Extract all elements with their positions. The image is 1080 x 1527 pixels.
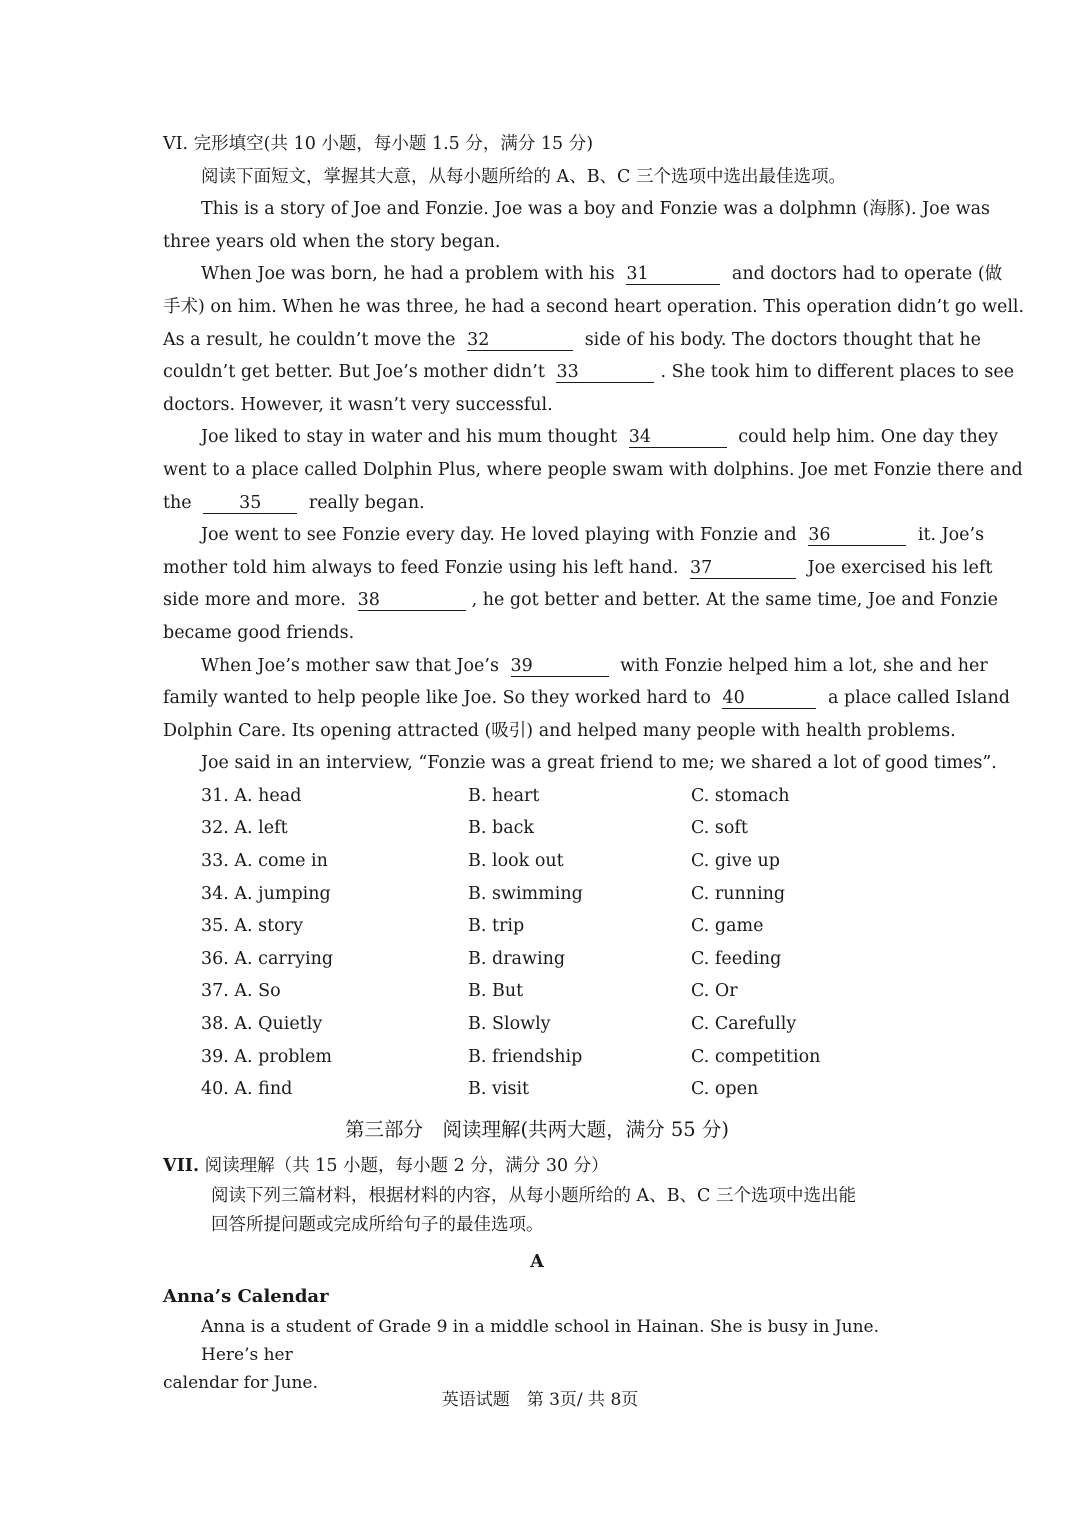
article-line: Anna is a student of Grade 9 in a middle school in Hainan. She is busy in June. Here’s her — [201, 1317, 880, 1366]
passage-line: Joe went to see Fonzie every day. He loved playing with Fonzie and 36 it. Joe’s — [201, 525, 985, 546]
passage-line: family wanted to help people like Joe. So they worked hard to 40 a place called Island — [163, 688, 1010, 709]
blank-31: 31 — [626, 264, 720, 285]
passage-line: went to a place called Dolphin Plus, where people swam with dolphins. Joe met Fonzie there and — [163, 459, 1023, 480]
article-title: Anna’s Calendar — [163, 1286, 329, 1308]
option-row: 35. A. story B. trip C. game — [201, 916, 764, 937]
passage-line: Dolphin Care. Its opening attracted (吸引) and helped many people with health problems. — [163, 720, 956, 741]
passage-line: 手术) on him. When he was three, he had a second heart operation. This operation didn’t go well. — [163, 296, 1025, 317]
article-line: calendar for June. — [163, 1373, 318, 1394]
option-row: 37. A. So B. But C. Or — [201, 981, 738, 1002]
passage-line: Joe said in an interview, “Fonzie was a great friend to me; we shared a lot of good times”. — [201, 753, 997, 774]
option-row: 40. A. find B. visit C. open — [201, 1079, 759, 1100]
blank-32: 32 — [467, 330, 573, 351]
blank-38: 38 — [358, 590, 466, 611]
option-row: 36. A. carrying B. drawing C. feeding — [201, 948, 782, 969]
option-row: 34. A. jumping B. swimming C. running — [201, 883, 786, 904]
part-3-title: 第三部分 阅读理解(共两大题，满分 55 分) — [345, 1117, 729, 1141]
page-footer: 英语试题 第 3页/ 共 8页 — [441, 1390, 639, 1410]
option-row: 32. A. left B. back C. soft — [201, 818, 748, 839]
blank-39: 39 — [511, 656, 609, 677]
section-7-heading: VII. 阅读理解（共 15 小题，每小题 2 分，满分 30 分） — [163, 1155, 609, 1176]
section-7-instruction: 阅读下列三篇材料，根据材料的内容，从每小题所给的 A、B、C 三个选项中选出能 回答所提问题或完成所给句子的最佳选项。 — [211, 1186, 857, 1236]
blank-33: 33 — [556, 362, 654, 383]
reading-section-label: A — [530, 1252, 544, 1273]
section-6-instruction: 阅读下面短文，掌握其大意，从每小题所给的 A、B、C 三个选项中选出最佳选项。 — [201, 166, 847, 187]
passage-line: doctors. However, it wasn’t very successful. — [163, 394, 553, 415]
passage-line: mother told him always to feed Fonzie using his left hand. 37 Joe exercised his left — [163, 557, 993, 578]
passage-line: side more and more. 38 , he got better and better. At the same time, Joe and Fonzie — [163, 590, 999, 611]
option-row: 38. A. Quietly B. Slowly C. Carefully — [201, 1014, 797, 1035]
blank-34: 34 — [629, 427, 727, 448]
options-list — [201, 780, 911, 1106]
blank-36: 36 — [808, 525, 906, 546]
passage-line: Joe liked to stay in water and his mum thought 34 could help him. One day they — [201, 427, 998, 448]
section-6-heading: VI. 完形填空(共 10 小题，每小题 1.5 分，满分 15 分) — [163, 134, 594, 154]
passage-line: When Joe was born, he had a problem with his 31 and doctors had to operate (做 — [201, 264, 1003, 285]
passage-line: This is a story of Joe and Fonzie. Joe was a boy and Fonzie was a dolphmn (海豚). Joe was — [201, 199, 991, 220]
blank-40: 40 — [722, 688, 816, 709]
passage-line: the 35 really began. — [163, 492, 425, 513]
passage-line: became good friends. — [163, 622, 355, 643]
passage-line: couldn’t get better. But Joe’s mother didn’t 33 . She took him to different places to see — [163, 362, 1015, 383]
option-row: 31. A. head B. heart C. stomach — [201, 785, 790, 806]
passage-line: three years old when the story began. — [163, 231, 501, 252]
option-row: 39. A. problem B. friendship C. competition — [201, 1046, 821, 1067]
blank-37: 37 — [690, 558, 796, 579]
blank-35: 35 — [203, 493, 297, 514]
exam-page — [163, 128, 1025, 1397]
passage-line: As a result, he couldn’t move the 32 side of his body. The doctors thought that he — [163, 329, 982, 350]
passage-line: When Joe’s mother saw that Joe’s 39 with Fonzie helped him a lot, she and her — [201, 655, 988, 676]
option-row: 33. A. come in B. look out C. give up — [201, 851, 780, 872]
